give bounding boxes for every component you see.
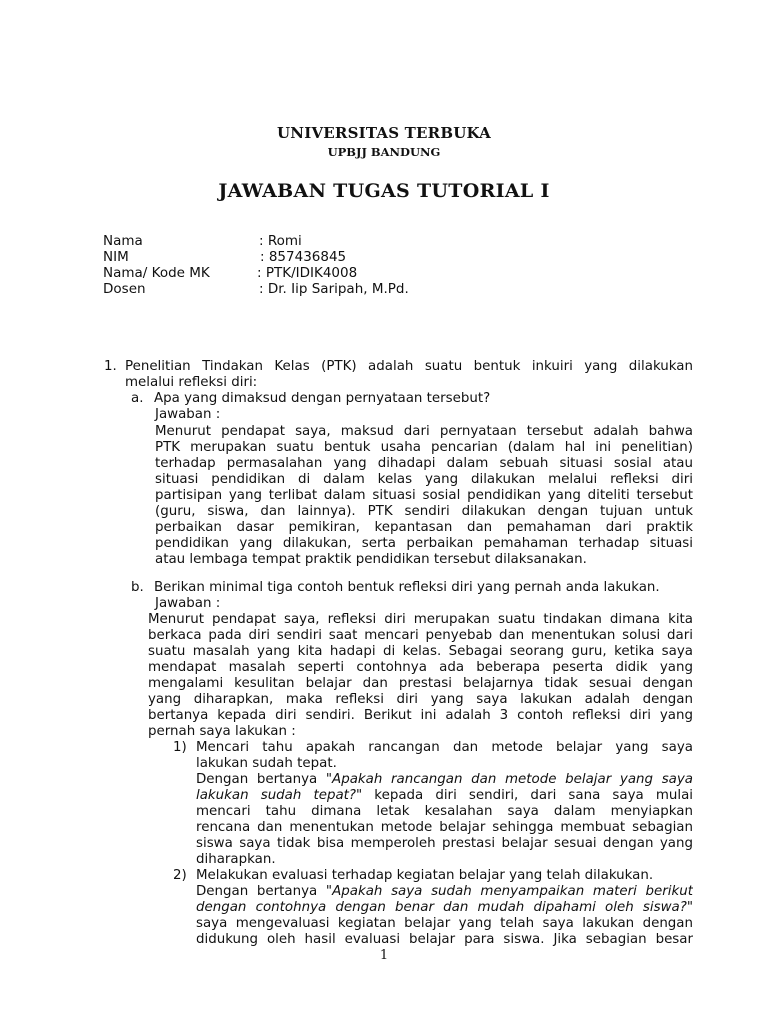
answer-line: atau lembaga tempat praktik pendidikan tersebut dilaksanakan. bbox=[155, 552, 587, 567]
answer-line: Menurut pendapat saya, refleksi diri merupakan suatu tindakan dimana kita bbox=[148, 612, 693, 627]
subquestion-letter: b. bbox=[131, 580, 144, 595]
item-body-text: Dengan bertanya bbox=[196, 884, 326, 899]
unit-name: UPBJJ BANDUNG bbox=[327, 145, 441, 159]
item-body-line: saya mengevaluasi kegiatan belajar yang telah saya lakukan dengan bbox=[196, 916, 693, 931]
quoted-question: "Apakah rancangan dan metode belajar yang saya bbox=[325, 772, 693, 787]
answer-line: pernah saya lakukan : bbox=[148, 724, 296, 739]
item-body-text: kepada diri sendiri, dari sana saya mulai bbox=[362, 788, 693, 803]
answer-line: situasi pendidikan di dalam kelas yang dilakukan melalui refleksi diri bbox=[155, 472, 693, 487]
item-title-line: Mencari tahu apakah rancangan dan metode belajar yang saya bbox=[196, 740, 693, 755]
item-body-text: Dengan bertanya bbox=[196, 772, 326, 787]
item-body-line: siswa saya tidak bisa memperoleh prestasi belajar sesuai dengan yang bbox=[196, 836, 693, 851]
item-body-line: diharapkan. bbox=[196, 852, 276, 867]
info-value: : 857436845 bbox=[260, 249, 347, 265]
quoted-question: "Apakah saya sudah menyampaikan materi berikut bbox=[325, 884, 693, 899]
item-number: 2) bbox=[173, 868, 187, 883]
info-label: Nama/ Kode MK bbox=[103, 265, 210, 281]
info-value: : PTK/IDIK4008 bbox=[257, 265, 358, 281]
answer-line: perbaikan dasar pemikiran, kepantasan dan pemahaman dari praktik bbox=[155, 520, 693, 535]
answer-line: suatu masalah yang kita hadapi di kelas. Sebagai seorang guru, ketika saya bbox=[148, 644, 693, 659]
answer-line: berkaca pada diri sendiri saat mencari penyebab dan menentukan solusi dari bbox=[148, 628, 693, 643]
answer-label: Jawaban : bbox=[155, 407, 221, 422]
answer-line: partisipan yang terlibat dalam situasi sosial pendidikan yang diteliti tersebut bbox=[155, 488, 693, 503]
document-title: JAWABAN TUGAS TUTORIAL I bbox=[218, 180, 550, 202]
item-body-line bbox=[196, 884, 693, 900]
info-label: NIM bbox=[103, 249, 129, 265]
info-label: Dosen bbox=[103, 281, 146, 297]
answer-line: (guru, siswa, dan lainnya). PTK sendiri dilakukan dengan tujuan untuk bbox=[155, 504, 693, 519]
item-title-line: Melakukan evaluasi terhadap kegiatan belajar yang telah dilakukan. bbox=[196, 868, 654, 883]
answer-line: pendidikan yang dilakukan, serta perbaikan pemahaman terhadap situasi bbox=[155, 536, 693, 551]
subquestion-text: Apa yang dimaksud dengan pernyataan tersebut? bbox=[154, 391, 491, 406]
answer-label: Jawaban : bbox=[155, 596, 221, 611]
item-title-line: lakukan sudah tepat. bbox=[196, 756, 337, 771]
page-number: 1 bbox=[379, 948, 389, 963]
university-name: UNIVERSITAS TERBUKA bbox=[277, 124, 491, 142]
item-number: 1) bbox=[173, 740, 187, 755]
info-label: Nama bbox=[103, 233, 143, 249]
question-text-line: melalui refleksi diri: bbox=[125, 375, 258, 390]
info-value: : Dr. Iip Saripah, M.Pd. bbox=[259, 281, 409, 297]
answer-line: mendapat masalah seperti contohnya ada beberapa peserta didik yang bbox=[148, 660, 693, 675]
answer-line: terhadap permasalahan yang dihadapi dalam sebuah situasi sosial atau bbox=[155, 456, 693, 471]
quoted-question: dengan contohnya dengan benar dan mudah dipahami oleh siswa?" bbox=[196, 900, 693, 915]
answer-line: yang diharapkan, maka refleksi diri yang saya lakukan adalah dengan bbox=[148, 692, 693, 707]
item-body-line bbox=[196, 900, 693, 916]
item-body-line: mencari tahu dimana letak kesalahan saya dalam menyiapkan bbox=[196, 804, 693, 819]
question-text-line: Penelitian Tindakan Kelas (PTK) adalah suatu bentuk inkuiri yang dilakukan bbox=[125, 359, 693, 374]
answer-line: mengalami kesulitan belajar dan prestasi belajarnya tidak sesuai dengan bbox=[148, 676, 693, 691]
subquestion-letter: a. bbox=[131, 391, 144, 406]
item-body-line bbox=[196, 772, 693, 788]
item-body-line bbox=[196, 788, 693, 804]
question-number: 1. bbox=[104, 359, 117, 374]
info-value: : Romi bbox=[259, 233, 302, 249]
answer-line: Menurut pendapat saya, maksud dari pernyataan tersebut adalah bahwa bbox=[155, 424, 693, 439]
item-body-line: rencana dan menentukan metode belajar sehingga membuat sebagian bbox=[196, 820, 693, 835]
answer-line: PTK merupakan suatu bentuk usaha pencarian (dalam hal ini penelitian) bbox=[155, 440, 693, 455]
item-body-line: didukung oleh hasil evaluasi belajar para siswa. Jika sebagian besar bbox=[196, 932, 693, 947]
subquestion-text: Berikan minimal tiga contoh bentuk refleksi diri yang pernah anda lakukan. bbox=[154, 580, 660, 595]
answer-line: bertanya kepada diri sendiri. Berikut ini adalah 3 contoh refleksi diri yang bbox=[148, 708, 693, 723]
quoted-question: lakukan sudah tepat?" bbox=[196, 788, 363, 803]
